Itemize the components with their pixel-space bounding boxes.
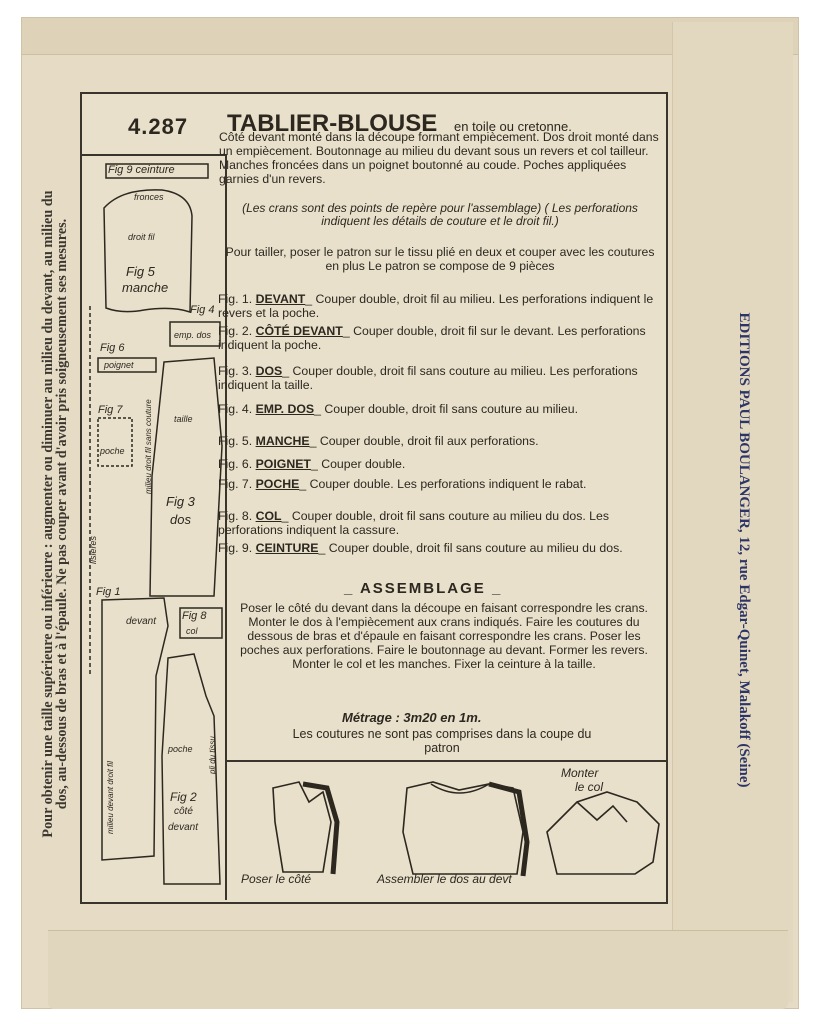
- assemblage-title: _ ASSEMBLAGE _: [344, 580, 503, 597]
- figure-item: Fig. 5. MANCHE_ Couper double, droit fil aux perforations.: [218, 434, 539, 448]
- fig5-label: Fig 5: [126, 264, 155, 279]
- sizing-line-1: Pour obtenir une taille supérieure ou inférieure : augmenter ou diminuer au milieu du devant, au milieu du: [40, 190, 56, 838]
- fig6-label: Fig 6: [100, 342, 125, 354]
- lisieres-label: lisières: [88, 535, 98, 564]
- fig8-label: Fig 8: [182, 610, 207, 622]
- fig2-poche: poche: [168, 744, 193, 754]
- figure-item: Fig. 1. DEVANT_ Couper double, droit fil au milieu. Les perforations indiquent le revers et la poche.: [218, 292, 654, 320]
- fig1-milieu: milieu devant droit fil: [106, 761, 115, 834]
- fabric-yardage: Métrage : 3m20 en 1m.: [342, 710, 482, 725]
- figure-item: Fig. 4. EMP. DOS_ Couper double, droit fil sans couture au milieu.: [218, 402, 578, 416]
- sizing-line-2: dos, au-dessous de bras et à l'épaule. Ne pas couper avant d'avoir pris soigneusement ses mesures.: [54, 218, 70, 810]
- assembly-note: (Les crans sont des points de repère pour l'assemblage) ( Les perforations indiquent les détails de couture et le droit fil.): [242, 201, 638, 228]
- assembly-sketches: [225, 760, 667, 900]
- fig6-name: poignet: [104, 360, 134, 370]
- fig4-name: emp. dos: [174, 330, 212, 340]
- publisher-imprint: EDITIONS PAUL BOULANGER, 12, rue Edgar-Quinet, Malakoff (Seine): [736, 312, 752, 788]
- assemblage-text: Poser le côté du devant dans la découpe en faisant correspondre les crans. Monter le dos à l'empiècement aux crans indiqués. Faire les coutures du dessous de bras et d'épaule en faisant correspondre les crans. Poser les poches aux perforations. Faire le boutonnage au devant. Former les revers. Monter le col et les manches. Fixer la ceinture à la taille.: [240, 601, 648, 671]
- poche-piece: [98, 418, 132, 466]
- fig5-fronces: fronces: [134, 192, 164, 202]
- sketch-caption-2: Assembler le dos au devt: [377, 872, 512, 886]
- fig9-label: Fig 9 ceinture: [108, 164, 175, 176]
- figure-item: Fig. 7. POCHE_ Couper double. Les perforations indiquent le rabat.: [218, 477, 587, 491]
- sketch-caption-1: Poser le côté: [241, 872, 312, 886]
- dos-piece: [150, 358, 222, 596]
- pattern-number: 4.287: [128, 114, 189, 139]
- pattern-title: TABLIER-BLOUSE: [227, 110, 438, 137]
- sizing-instructions: [41, 84, 69, 944]
- fig5-droit-fil: droit fil: [128, 232, 155, 242]
- fig8-name: col: [186, 626, 198, 636]
- pattern-sheet: [80, 92, 668, 904]
- fig2-label: Fig 2: [170, 790, 197, 804]
- fig1-name: devant: [126, 616, 157, 627]
- fig4-label: Fig 4: [190, 304, 215, 316]
- fig3-taille: taille: [174, 414, 193, 424]
- figure-item: Fig. 8. COL_ Couper double, droit fil sans couture au milieu du dos. Les perforations indiquent la cassure.: [218, 509, 610, 537]
- fig3-name: dos: [170, 512, 191, 527]
- fig2-devant: devant: [168, 822, 199, 833]
- sketch-caption-3: Monter: [561, 766, 599, 780]
- seam-allowance-note: Les coutures ne sont pas comprises dans la coupe du patron: [292, 727, 592, 755]
- fig7-name: poche: [100, 446, 125, 456]
- fig3-milieu: milieu droit fil sans couture: [144, 399, 153, 494]
- figure-item: Fig. 3. DOS_ Couper double, droit fil sans couture au milieu. Les perforations indiquent la taille.: [218, 364, 638, 392]
- cutting-instructions: Pour tailler, poser le patron sur le tissu plié en deux et couper avec les coutures en plus Le patron se compose de 9 pièces: [225, 245, 655, 273]
- figure-item: Fig. 6. POIGNET_ Couper double.: [218, 457, 406, 471]
- fig2-pli: pli du tissu: [208, 736, 217, 774]
- figure-item: Fig. 9. CEINTURE_ Couper double, droit fil sans couture au milieu du dos.: [218, 541, 623, 555]
- garment-description: Côté devant monté dans la découpe formant empiècement. Dos droit monté dans un empiècement. Boutonnage au milieu du devant sous un revers et col tailleur. Manches froncées dans un poignet boutonné au coude. Poches appliquées garnies d'un revers.: [219, 130, 659, 186]
- figure-item: Fig. 2. CÔTÉ DEVANT_ Couper double, droit fil sur le devant. Les perforations indiquent la poche.: [218, 324, 646, 352]
- pattern-subtitle: en toile ou cretonne.: [454, 119, 572, 134]
- fig1-label: Fig 1: [96, 586, 121, 598]
- sketch-monter-col: [547, 792, 659, 874]
- fig3-label: Fig 3: [166, 494, 195, 509]
- fig7-label: Fig 7: [98, 404, 123, 416]
- sketch-assembler-dos: [403, 782, 523, 874]
- envelope-bottom-flap: [48, 930, 788, 1009]
- fig2-cote: côté: [174, 806, 193, 817]
- fig5-name: manche: [122, 280, 169, 295]
- sketch-poser-cote: [273, 782, 331, 872]
- sketch-caption-4: le col: [575, 780, 604, 794]
